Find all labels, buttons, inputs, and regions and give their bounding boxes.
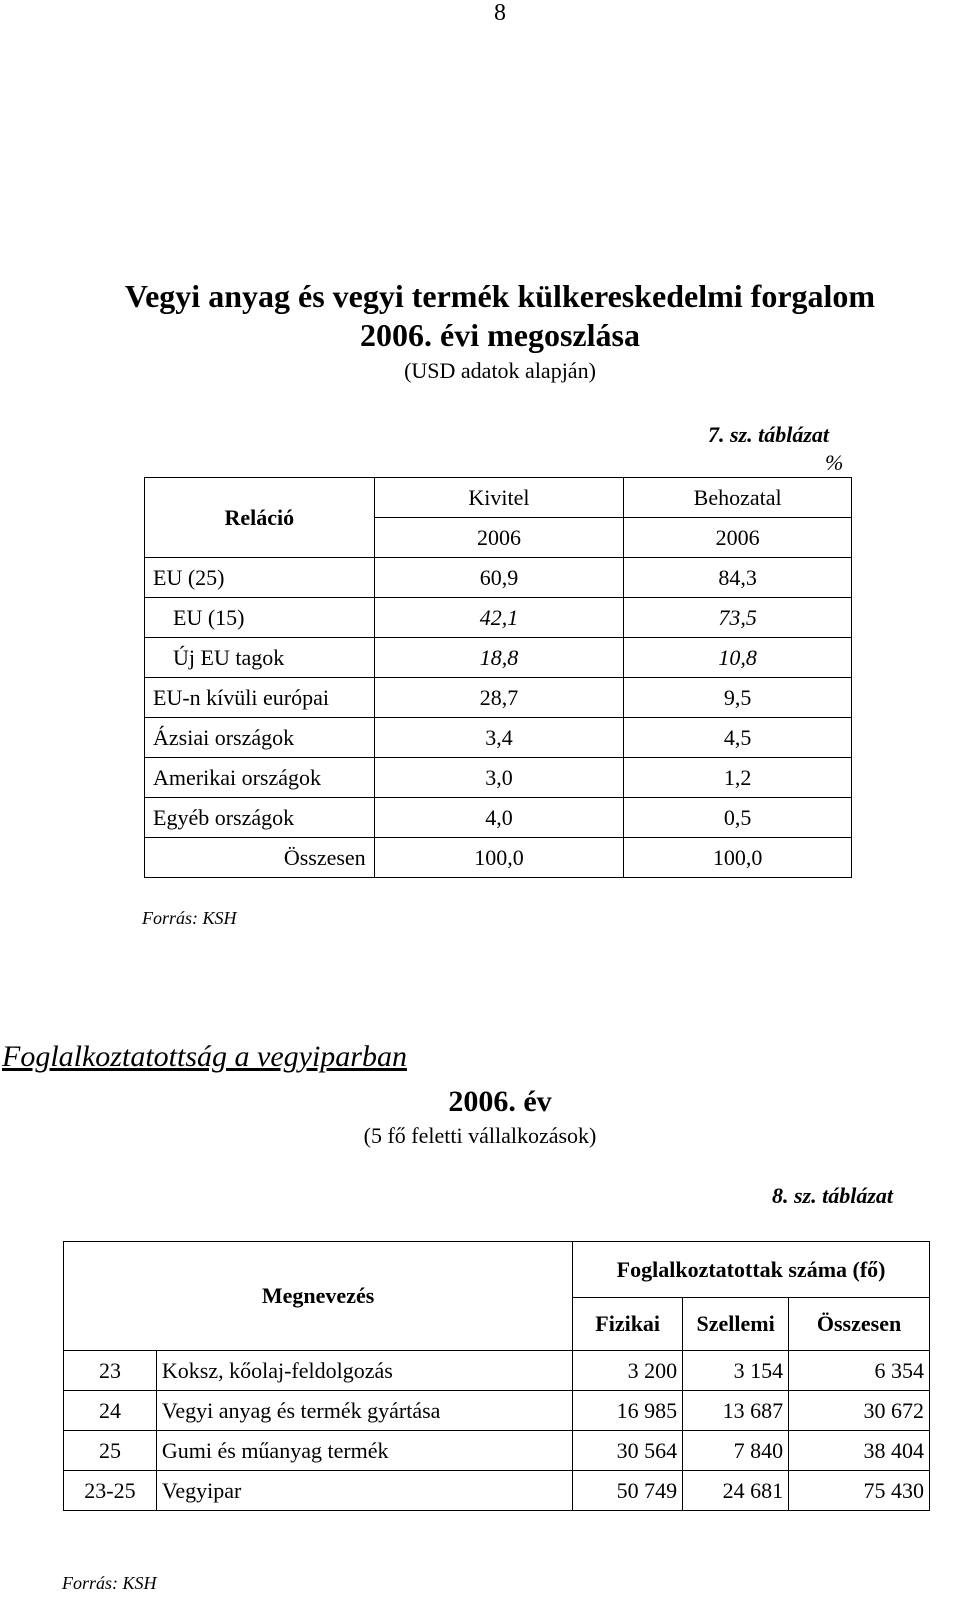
header-import-year: 2006 bbox=[624, 518, 852, 558]
row-physical: 50 749 bbox=[573, 1471, 683, 1511]
table-row-total bbox=[145, 838, 852, 878]
table-row bbox=[64, 1391, 930, 1431]
header-name: Megnevezés bbox=[64, 1242, 573, 1351]
row-label: Ázsiai országok bbox=[145, 718, 375, 758]
section2-year: 2006. év bbox=[448, 1085, 552, 1118]
table-row bbox=[145, 598, 852, 638]
row-import: 84,3 bbox=[624, 558, 852, 598]
row-import: 10,8 bbox=[624, 638, 852, 678]
row-name: Gumi és műanyag termék bbox=[156, 1431, 572, 1471]
header-relation: Reláció bbox=[145, 478, 375, 558]
row-import: 4,5 bbox=[624, 718, 852, 758]
section1-title-line2: 2006. évi megoszlása bbox=[360, 317, 640, 353]
row-export: 3,4 bbox=[374, 718, 624, 758]
row-name: Koksz, kőolaj-feldolgozás bbox=[156, 1351, 572, 1391]
row-mental: 24 681 bbox=[683, 1471, 789, 1511]
section1-title-line1: Vegyi anyag és vegyi termék külkereskedelmi forgalom bbox=[124, 278, 876, 314]
row-export: 4,0 bbox=[374, 798, 624, 838]
table-row bbox=[145, 638, 852, 678]
row-import: 1,2 bbox=[624, 758, 852, 798]
row-export: 3,0 bbox=[374, 758, 624, 798]
table-7-trade-distribution bbox=[144, 477, 852, 878]
page-number: 8 bbox=[494, 0, 506, 26]
row-code: 24 bbox=[64, 1391, 157, 1431]
row-import: 73,5 bbox=[624, 598, 852, 638]
row-label: EU (15) bbox=[145, 598, 375, 638]
row-label: EU-n kívüli európai bbox=[145, 678, 375, 718]
row-export: 28,7 bbox=[374, 678, 624, 718]
section1-subtitle: (USD adatok alapján) bbox=[404, 358, 596, 383]
section2-heading: Foglalkoztatottság a vegyiparban bbox=[2, 1040, 407, 1073]
row-label: Új EU tagok bbox=[145, 638, 375, 678]
row-import: 0,5 bbox=[624, 798, 852, 838]
header-physical: Fizikai bbox=[573, 1298, 683, 1351]
table7-header-row bbox=[145, 478, 852, 518]
row-mental: 13 687 bbox=[683, 1391, 789, 1431]
table-row bbox=[64, 1351, 930, 1391]
row-name: Vegyi anyag és termék gyártása bbox=[156, 1391, 572, 1431]
row-label: Egyéb országok bbox=[145, 798, 375, 838]
header-import: Behozatal bbox=[624, 478, 852, 518]
header-group: Foglalkoztatottak száma (fő) bbox=[573, 1242, 930, 1298]
table7-unit: % bbox=[825, 450, 844, 475]
row-code: 25 bbox=[64, 1431, 157, 1471]
row-physical: 3 200 bbox=[573, 1351, 683, 1391]
row-total: 30 672 bbox=[789, 1391, 930, 1431]
table8-number: 8. sz. táblázat bbox=[772, 1183, 894, 1208]
row-total: 38 404 bbox=[789, 1431, 930, 1471]
row-total: 6 354 bbox=[789, 1351, 930, 1391]
header-total: Összesen bbox=[789, 1298, 930, 1351]
row-code: 23 bbox=[64, 1351, 157, 1391]
row-import: 9,5 bbox=[624, 678, 852, 718]
row-physical: 30 564 bbox=[573, 1431, 683, 1471]
row-export: 100,0 bbox=[374, 838, 624, 878]
row-mental: 3 154 bbox=[683, 1351, 789, 1391]
row-label: Amerikai országok bbox=[145, 758, 375, 798]
row-export: 18,8 bbox=[374, 638, 624, 678]
table-row bbox=[145, 758, 852, 798]
row-export: 42,1 bbox=[374, 598, 624, 638]
section2-subtitle: (5 fő feletti vállalkozások) bbox=[363, 1123, 597, 1148]
row-code: 23-25 bbox=[64, 1471, 157, 1511]
table-row bbox=[145, 798, 852, 838]
row-label: Összesen bbox=[145, 838, 375, 878]
row-mental: 7 840 bbox=[683, 1431, 789, 1471]
row-export: 60,9 bbox=[374, 558, 624, 598]
table-row bbox=[145, 718, 852, 758]
table-row bbox=[64, 1471, 930, 1511]
table-row bbox=[145, 558, 852, 598]
table-row bbox=[145, 678, 852, 718]
row-name: Vegyipar bbox=[156, 1471, 572, 1511]
table8-header-row bbox=[64, 1242, 930, 1298]
table8-source: Forrás: KSH bbox=[62, 1573, 157, 1593]
table-8-employment bbox=[63, 1241, 930, 1511]
header-export-year: 2006 bbox=[374, 518, 624, 558]
header-mental: Szellemi bbox=[683, 1298, 789, 1351]
table-row bbox=[64, 1431, 930, 1471]
table7-number: 7. sz. táblázat bbox=[708, 422, 830, 447]
row-label: EU (25) bbox=[145, 558, 375, 598]
table7-source: Forrás: KSH bbox=[142, 908, 237, 928]
row-physical: 16 985 bbox=[573, 1391, 683, 1431]
header-export: Kivitel bbox=[374, 478, 624, 518]
row-total: 75 430 bbox=[789, 1471, 930, 1511]
row-import: 100,0 bbox=[624, 838, 852, 878]
